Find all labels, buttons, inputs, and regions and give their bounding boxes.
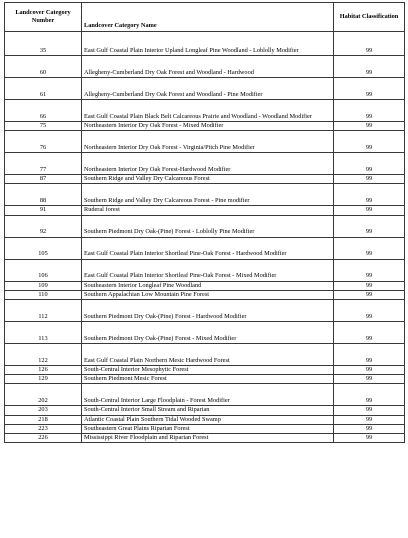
table-row (5, 384, 405, 406)
row-classification-cell: 99 (334, 384, 405, 406)
row-classification-cell: 99 (334, 100, 405, 122)
row-name-cell: East Gulf Coastal Plain Interior Shortleaf Pine-Oak Forest - Mixed Modifier (82, 259, 334, 281)
table-row (5, 300, 405, 322)
row-number-cell: 203 (5, 406, 82, 415)
row-number-cell: 126 (5, 366, 82, 375)
row-name-cell: South-Central Interior Small Stream and Riparian (82, 406, 334, 415)
row-name-cell: Southern Ridge and Valley Dry Calcareous Forest - Pine modifier (82, 184, 334, 206)
row-classification-cell: 99 (334, 122, 405, 131)
row-name-cell: Southeastern Interior Longleaf Pine Woodland (82, 281, 334, 290)
table-row (5, 100, 405, 122)
row-classification-cell: 99 (334, 32, 405, 56)
row-number-cell: 91 (5, 206, 82, 215)
row-classification-cell: 99 (334, 175, 405, 184)
row-classification-cell: 99 (334, 78, 405, 100)
row-name-cell: East Gulf Coastal Plain Northern Mesic Hardwood Forest (82, 344, 334, 366)
table-row (5, 32, 405, 56)
row-number-cell: 66 (5, 100, 82, 122)
table-row (5, 153, 405, 175)
table-row (5, 206, 405, 215)
table-row (5, 406, 405, 415)
header-category-number: Landcover Category Number (5, 3, 82, 32)
landcover-table (4, 2, 405, 443)
table-row (5, 215, 405, 237)
row-name-cell: Southern Piedmont Dry Oak-(Pine) Forest - Loblolly Pine Modifier (82, 215, 334, 237)
row-classification-cell: 99 (334, 153, 405, 175)
row-name-cell: East Gulf Coastal Plain Interior Shortleaf Pine-Oak Forest - Hardwood Modifier (82, 237, 334, 259)
row-classification-cell: 99 (334, 56, 405, 78)
table-row (5, 237, 405, 259)
row-name-cell: South-Central Interior Mesophytic Forest (82, 366, 334, 375)
row-classification-cell: 99 (334, 300, 405, 322)
row-name-cell: Southern Piedmont Dry Oak-(Pine) Forest - Mixed Modifier (82, 322, 334, 344)
row-classification-cell: 99 (334, 415, 405, 424)
row-number-cell: 109 (5, 281, 82, 290)
row-number-cell: 77 (5, 153, 82, 175)
row-classification-cell: 99 (334, 206, 405, 215)
row-number-cell: 105 (5, 237, 82, 259)
row-number-cell: 122 (5, 344, 82, 366)
row-name-cell: Southeastern Great Plains Riparian Forest (82, 424, 334, 433)
row-number-cell: 35 (5, 32, 82, 56)
header-habitat-classification: Habitat Classification (334, 3, 405, 32)
table-row (5, 322, 405, 344)
row-classification-cell: 99 (334, 322, 405, 344)
table-row (5, 290, 405, 299)
row-number-cell: 75 (5, 122, 82, 131)
row-classification-cell: 99 (334, 259, 405, 281)
row-number-cell: 106 (5, 259, 82, 281)
row-name-cell: South-Central Interior Large Floodplain - Forest Modifier (82, 384, 334, 406)
row-number-cell: 112 (5, 300, 82, 322)
table-row (5, 184, 405, 206)
row-number-cell: 202 (5, 384, 82, 406)
row-number-cell: 88 (5, 184, 82, 206)
row-number-cell: 113 (5, 322, 82, 344)
row-classification-cell: 99 (334, 424, 405, 433)
table-header-row (5, 3, 405, 32)
row-number-cell: 218 (5, 415, 82, 424)
row-name-cell: Northeastern Interior Dry Oak Forest - Mixed Modifier (82, 122, 334, 131)
table-row (5, 344, 405, 366)
row-name-cell: Mississippi River Floodplain and Riparian Forest (82, 434, 334, 443)
row-name-cell: Northeastern Interior Dry Oak Forest-Hardwood Modifier (82, 153, 334, 175)
table-row (5, 281, 405, 290)
row-classification-cell: 99 (334, 406, 405, 415)
table-row (5, 78, 405, 100)
row-name-cell: Atlantic Coastal Plain Southern Tidal Wooded Swamp (82, 415, 334, 424)
row-classification-cell: 99 (334, 131, 405, 153)
row-name-cell: Southern Appalachian Low Mountain Pine Forest (82, 290, 334, 299)
row-classification-cell: 99 (334, 290, 405, 299)
row-name-cell: East Gulf Coastal Plain Black Belt Calcareous Prairie and Woodland - Woodland Modifier (82, 100, 334, 122)
row-number-cell: 60 (5, 56, 82, 78)
row-classification-cell: 99 (334, 281, 405, 290)
row-name-cell: Northeastern Interior Dry Oak Forest - Virginia/Pitch Pine Modifier (82, 131, 334, 153)
row-number-cell: 61 (5, 78, 82, 100)
row-classification-cell: 99 (334, 215, 405, 237)
row-classification-cell: 99 (334, 344, 405, 366)
row-classification-cell: 99 (334, 184, 405, 206)
row-name-cell: East Gulf Coastal Plain Interior Upland Longleaf Pine Woodland - Loblolly Modifier (82, 32, 334, 56)
row-name-cell: Allegheny-Cumberland Dry Oak Forest and Woodland - Pine Modifier (82, 78, 334, 100)
table-row (5, 415, 405, 424)
table-row (5, 175, 405, 184)
row-name-cell: Southern Piedmont Mesic Forest (82, 375, 334, 384)
table-row (5, 56, 405, 78)
table-row (5, 434, 405, 443)
table-row (5, 366, 405, 375)
table-row (5, 375, 405, 384)
table-row (5, 424, 405, 433)
row-classification-cell: 99 (334, 375, 405, 384)
row-number-cell: 76 (5, 131, 82, 153)
row-number-cell: 129 (5, 375, 82, 384)
table-row (5, 131, 405, 153)
row-classification-cell: 99 (334, 237, 405, 259)
row-number-cell: 226 (5, 434, 82, 443)
row-classification-cell: 99 (334, 366, 405, 375)
row-classification-cell: 99 (334, 434, 405, 443)
row-name-cell: Southern Ridge and Valley Dry Calcareous Forest (82, 175, 334, 184)
row-name-cell: Ruderal forest (82, 206, 334, 215)
table-row (5, 122, 405, 131)
row-number-cell: 223 (5, 424, 82, 433)
table-body (5, 32, 405, 443)
header-category-name: Landcover Category Name (82, 3, 334, 32)
row-name-cell: Allegheny-Cumberland Dry Oak Forest and Woodland - Hardwood (82, 56, 334, 78)
row-name-cell: Southern Piedmont Dry Oak-(Pine) Forest - Hardwood Modifier (82, 300, 334, 322)
row-number-cell: 92 (5, 215, 82, 237)
table-row (5, 259, 405, 281)
row-number-cell: 87 (5, 175, 82, 184)
row-number-cell: 110 (5, 290, 82, 299)
